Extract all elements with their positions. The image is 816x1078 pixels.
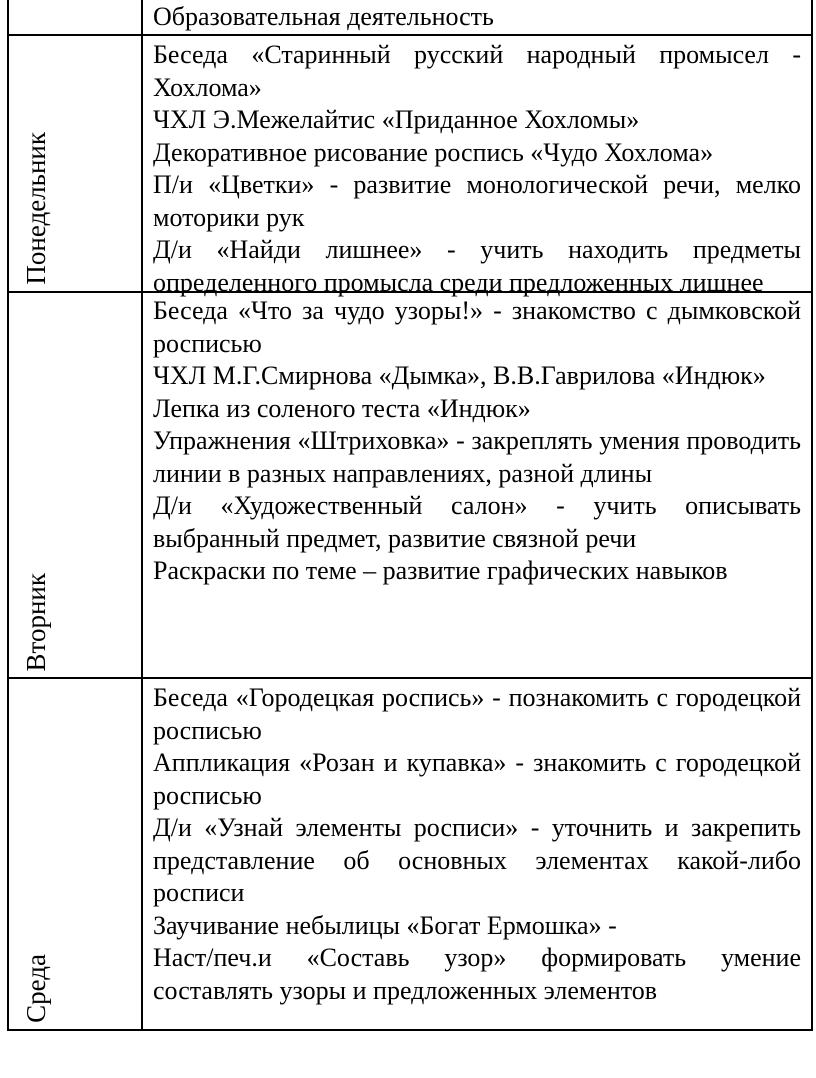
- activity-item: Аппликация «Розан и купавка» - знакомить с городецкой росписью: [153, 748, 801, 810]
- table-row-tuesday: [9, 291, 811, 677]
- header-activity-label: Образовательная деятельность: [153, 2, 494, 31]
- activity-item: Д/и «Художественный салон» - учить описывать выбранный предмет, развитие связной речи: [153, 491, 801, 553]
- activity-item: ЧХЛ Э.Межелайтис «Приданное Хохломы»: [153, 105, 640, 134]
- table-row-monday: [9, 34, 811, 297]
- activity-item: Д/и «Найди лишнее» - учить находить предметы определенного промысла среди предложенных лишнее: [153, 235, 801, 297]
- day-label-tuesday: Вторник: [21, 572, 51, 671]
- day-label-wednesday: Среда: [21, 954, 51, 1023]
- activity-item: Декоративное рисование роспись «Чудо Хохлома»: [153, 137, 714, 167]
- day-cell: [9, 293, 143, 677]
- activity-item: Раскраски по теме – развитие графических навыков: [153, 556, 728, 585]
- activity-item: ЧХЛ М.Г.Смирнова «Дымка», В.В.Гаврилова «Индюк»: [153, 361, 766, 390]
- activity-item: Упражнения «Штриховка» - закреплять умения проводить линии в разных направлениях, разной длины: [153, 426, 801, 488]
- activity-item: Д/и «Узнай элементы росписи» - уточнить и закрепить представление об основных элементах какой-либо росписи: [153, 813, 801, 907]
- table-row-wednesday: [9, 677, 811, 1029]
- activity-item: Лепка из соленого теста «Индюк»: [153, 393, 531, 423]
- day-cell: [9, 36, 143, 291]
- activities-cell: [143, 293, 811, 677]
- activity-item: П/и «Цветки» - развитие монологической речи, мелко моторики рук: [153, 170, 801, 232]
- activity-item: Беседа «Старинный русский народный промысел - Хохлома»: [153, 40, 801, 102]
- activity-item: Наст/печ.и «Составь узор» формировать умение составлять узоры и предложенных элементов: [153, 943, 801, 1005]
- weekly-activity-table: [7, 0, 813, 1031]
- day-cell: [9, 679, 143, 1029]
- header-day-cell: [9, 0, 143, 34]
- activity-item: Заучивание небылицы «Богат Ермошка» -: [153, 910, 617, 940]
- day-label-monday: Понедельник: [21, 132, 51, 285]
- activity-item: Беседа «Что за чудо узоры!» - знакомство с дымковской росписью: [153, 296, 801, 358]
- activities-cell: [143, 36, 811, 297]
- header-activity-cell: [143, 0, 811, 34]
- activities-cell: [143, 679, 811, 1029]
- table-header-row: [9, 0, 811, 34]
- activity-item: Беседа «Городецкая роспись» - познакомить с городецкой росписью: [153, 683, 801, 745]
